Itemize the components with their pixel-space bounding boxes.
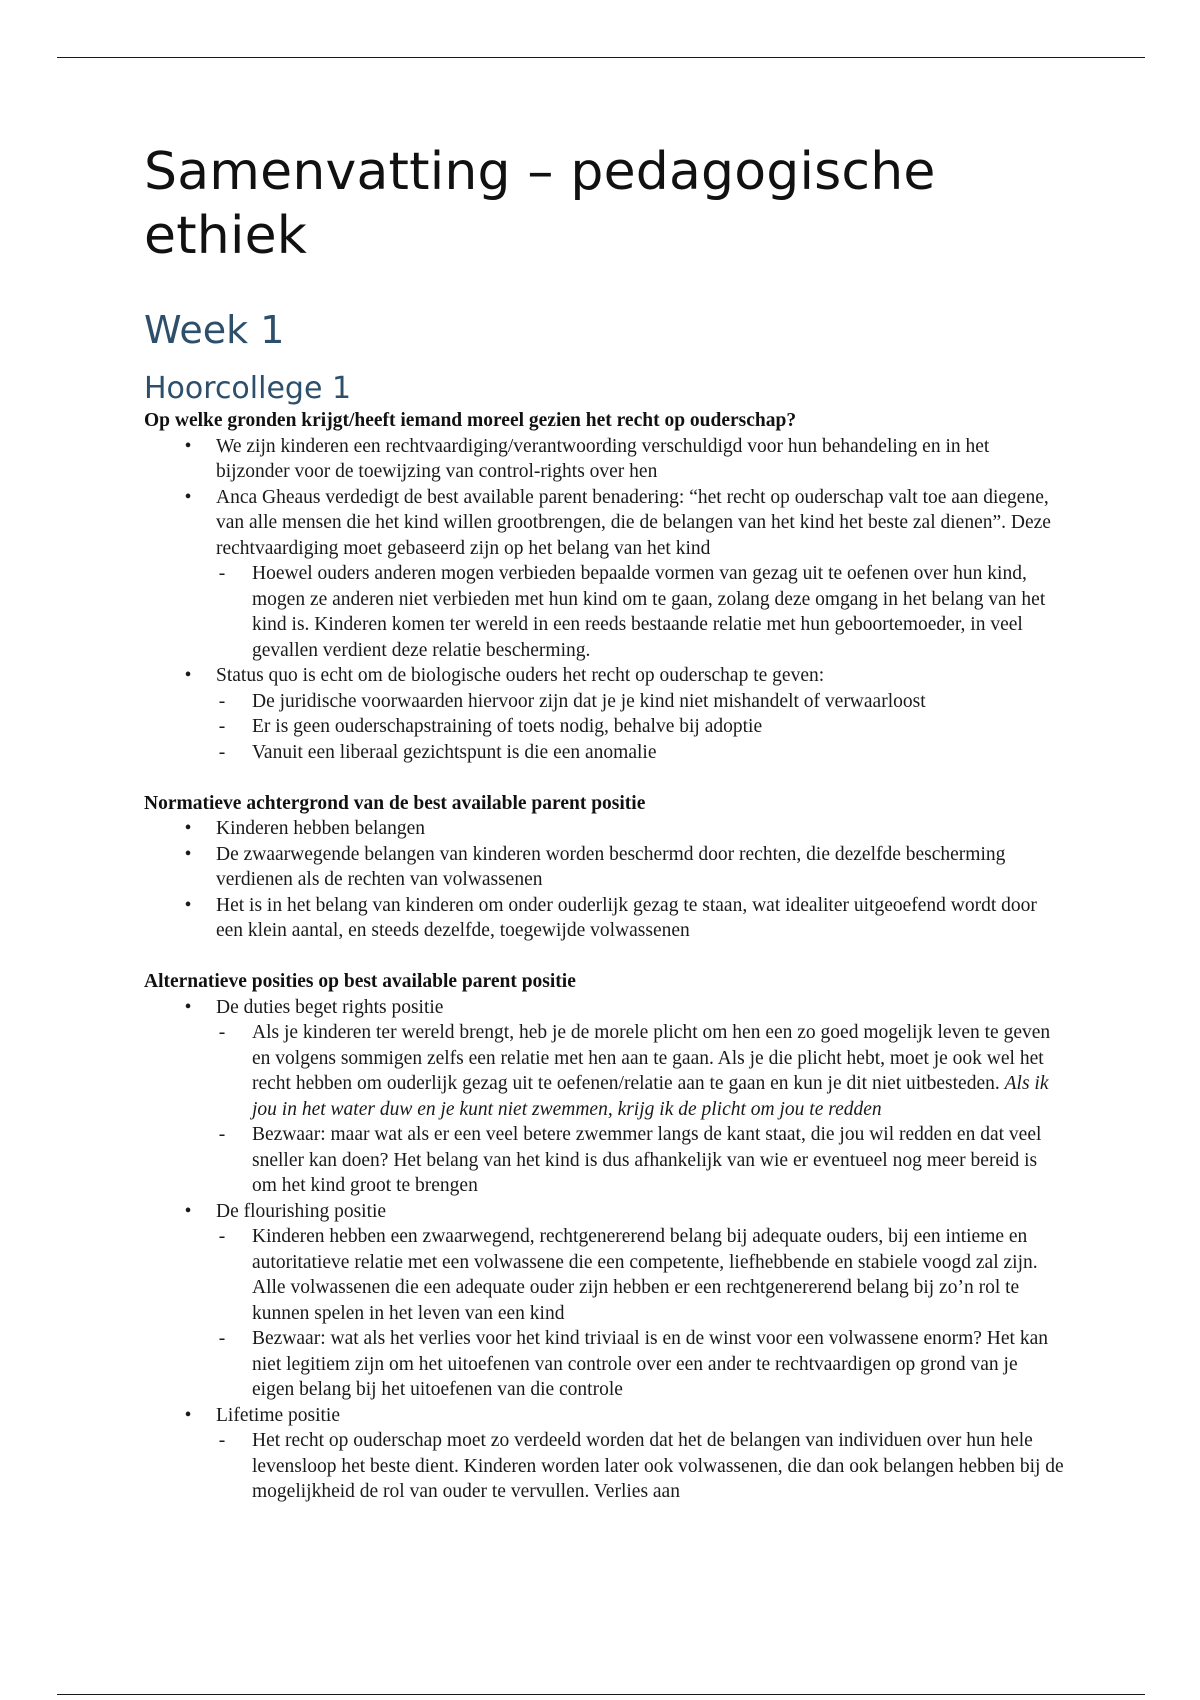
bullet-list [144,434,1064,766]
list-item [144,995,1064,1199]
dash-marker: - [218,1022,226,1043]
sub-list-item [216,1326,1064,1403]
dash-marker: - [218,1226,226,1247]
bullet-list [144,816,1064,944]
bullet-marker: • [184,435,192,457]
sub-list-item [216,740,1064,766]
sub-list-item [216,561,1064,663]
item-text: Het is in het belang van kinderen om onder ouderlijk gezag te staan, wat idealiter uitgeoefend wordt door een klein aantal, en steeds dezelfde, toegewijde volwassenen [216,894,1037,941]
sub-list-item [216,714,1064,740]
bullet-marker: • [184,894,192,916]
section-gap [144,765,1064,791]
item-text: Vanuit een liberaal gezichtspunt is die een anomalie [252,741,657,763]
item-text: De flourishing positie [216,1200,387,1222]
lecture-heading: Hoorcollege 1 [144,371,352,406]
sub-list-item [216,1224,1064,1326]
item-text: De zwaarwegende belangen van kinderen worden beschermd door rechten, die dezelfde bescherming verdienen als de rechten van volwassenen [216,843,1006,890]
item-text: Er is geen ouderschapstraining of toets nodig, behalve bij adoptie [252,716,763,737]
item-text: De juridische voorwaarden hiervoor zijn dat je je kind niet mishandelt of verwaarloost [252,690,926,712]
sub-list-item [216,1122,1064,1199]
list-item [144,816,1064,842]
document-title: Samenvatting – pedagogische ethiek [144,142,936,266]
list-item [144,1199,1064,1403]
list-item [144,1403,1064,1505]
top-rule [57,57,1145,58]
item-text: Het recht op ouderschap moet zo verdeeld worden dat het de belangen van individuen over hun hele levensloop het beste dient. Kinderen worden later ook volwassenen, die dan ook belangen hebben bij de mogelijkheid de rol van ouder te vervullen. Verlies aan [252,1430,1064,1502]
bullet-marker: • [184,996,192,1018]
bullet-marker: • [184,1404,192,1426]
section-heading: Op welke gronden krijgt/heeft iemand moreel gezien het recht op ouderschap? [144,410,797,431]
bottom-rule [57,1694,1145,1695]
sub-list [216,1428,1064,1505]
section-heading: Alternatieve posities op best available parent positie [144,971,576,992]
bullet-marker: • [184,1200,192,1222]
bullet-marker: • [184,818,192,839]
bullet-marker: • [184,486,192,508]
document-body [144,140,1064,1505]
section-heading: Normatieve achtergrond van de best available parent positie [144,792,646,814]
dash-marker: - [218,716,226,737]
dash-marker: - [218,563,226,584]
sub-list [216,1020,1064,1199]
dash-marker: - [218,741,226,763]
sub-list-item [216,1428,1064,1505]
item-text: Lifetime positie [216,1404,341,1426]
item-text: Hoewel ouders anderen mogen verbieden bepaalde vormen van gezag uit te oefenen over hun kind, mogen ze anderen niet verbieden met hun kind om te gaan, zolang deze omgang in het belang van het kind is. Kinderen komen ter wereld in een reeds bestaande relatie met hun geboortemoeder, in veel gevallen verdient deze relatie bescherming. [252,563,1046,661]
dash-marker: - [218,1328,226,1349]
sub-list-item [216,689,1064,715]
section [144,791,1064,944]
sub-list [216,1224,1064,1403]
week-heading: Week 1 [144,308,285,352]
list-item [144,485,1064,664]
list-item [144,893,1064,944]
bullet-marker: • [184,665,192,686]
item-italic-text: Als ik jou in het water duw en je kunt niet zwemmen, krijg ik de plicht om jou te redden [252,1073,1049,1120]
bullet-marker: • [184,843,192,865]
bullet-list [144,995,1064,1505]
item-text: Als je kinderen ter wereld brengt, heb je de morele plicht om hen een zo goed mogelijk leven te geven en volgens sommigen zelfs een relatie met hen aan te gaan. Als je die plicht hebt, moet je ook wel het recht hebben om ouderlijk gezag uit te oefenen/relatie aan te gaan en kun je dit niet uitbesteden. [252,1022,1051,1094]
list-item [144,663,1064,765]
dash-marker: - [218,690,226,712]
item-text: Anca Gheaus verdedigt de best available parent benadering: “het recht op ouderschap valt toe aan diegene, van alle mensen die het kind willen grootbrengen, die de belangen van het kind het beste zal dienen”. Deze rechtvaardiging moet gebaseerd zijn op het belang van het kind [216,486,1051,559]
sub-list [216,689,1064,766]
list-item [144,842,1064,893]
list-item [144,434,1064,485]
item-text: Kinderen hebben belangen [216,818,425,839]
sub-list [216,561,1064,663]
sub-list-item [216,1020,1064,1122]
item-text: Status quo is echt om de biologische ouders het recht op ouderschap te geven: [216,665,825,686]
section-gap [144,944,1064,970]
section [144,969,1064,1505]
section [144,408,1064,765]
dash-marker: - [218,1124,226,1145]
item-text: Bezwaar: maar wat als er een veel betere zwemmer langs de kant staat, die jou wil redden en dat veel sneller kan doen? Het belang van het kind is dus afhankelijk van wie er eventueel nog meer bereid is om het kind groot te brengen [252,1124,1042,1196]
item-text: We zijn kinderen een rechtvaardiging/verantwoording verschuldigd voor hun behandeling en in het bijzonder voor de toewijzing van control-rights over hen [216,435,990,482]
dash-marker: - [218,1430,226,1451]
sections-container [144,408,1064,1505]
item-text: Kinderen hebben een zwaarwegend, rechtgenererend belang bij adequate ouders, bij een intieme en autoritatieve relatie met een volwassene die een competente, liefhebbende en stabiele voogd zal zijn. Alle volwassenen die een adequate ouder zijn hebben er een rechtgenererend belang bij zo’n rol te kunnen spelen in het leven van een kind [252,1226,1038,1324]
item-text: De duties beget rights positie [216,996,444,1018]
item-text: Bezwaar: wat als het verlies voor het kind triviaal is en de winst voor een volwassene enorm? Het kan niet legitiem zijn om het uitoefenen van controle over een ander te rechtvaardigen op grond van je eigen belang bij het uitoefenen van die controle [252,1328,1048,1400]
